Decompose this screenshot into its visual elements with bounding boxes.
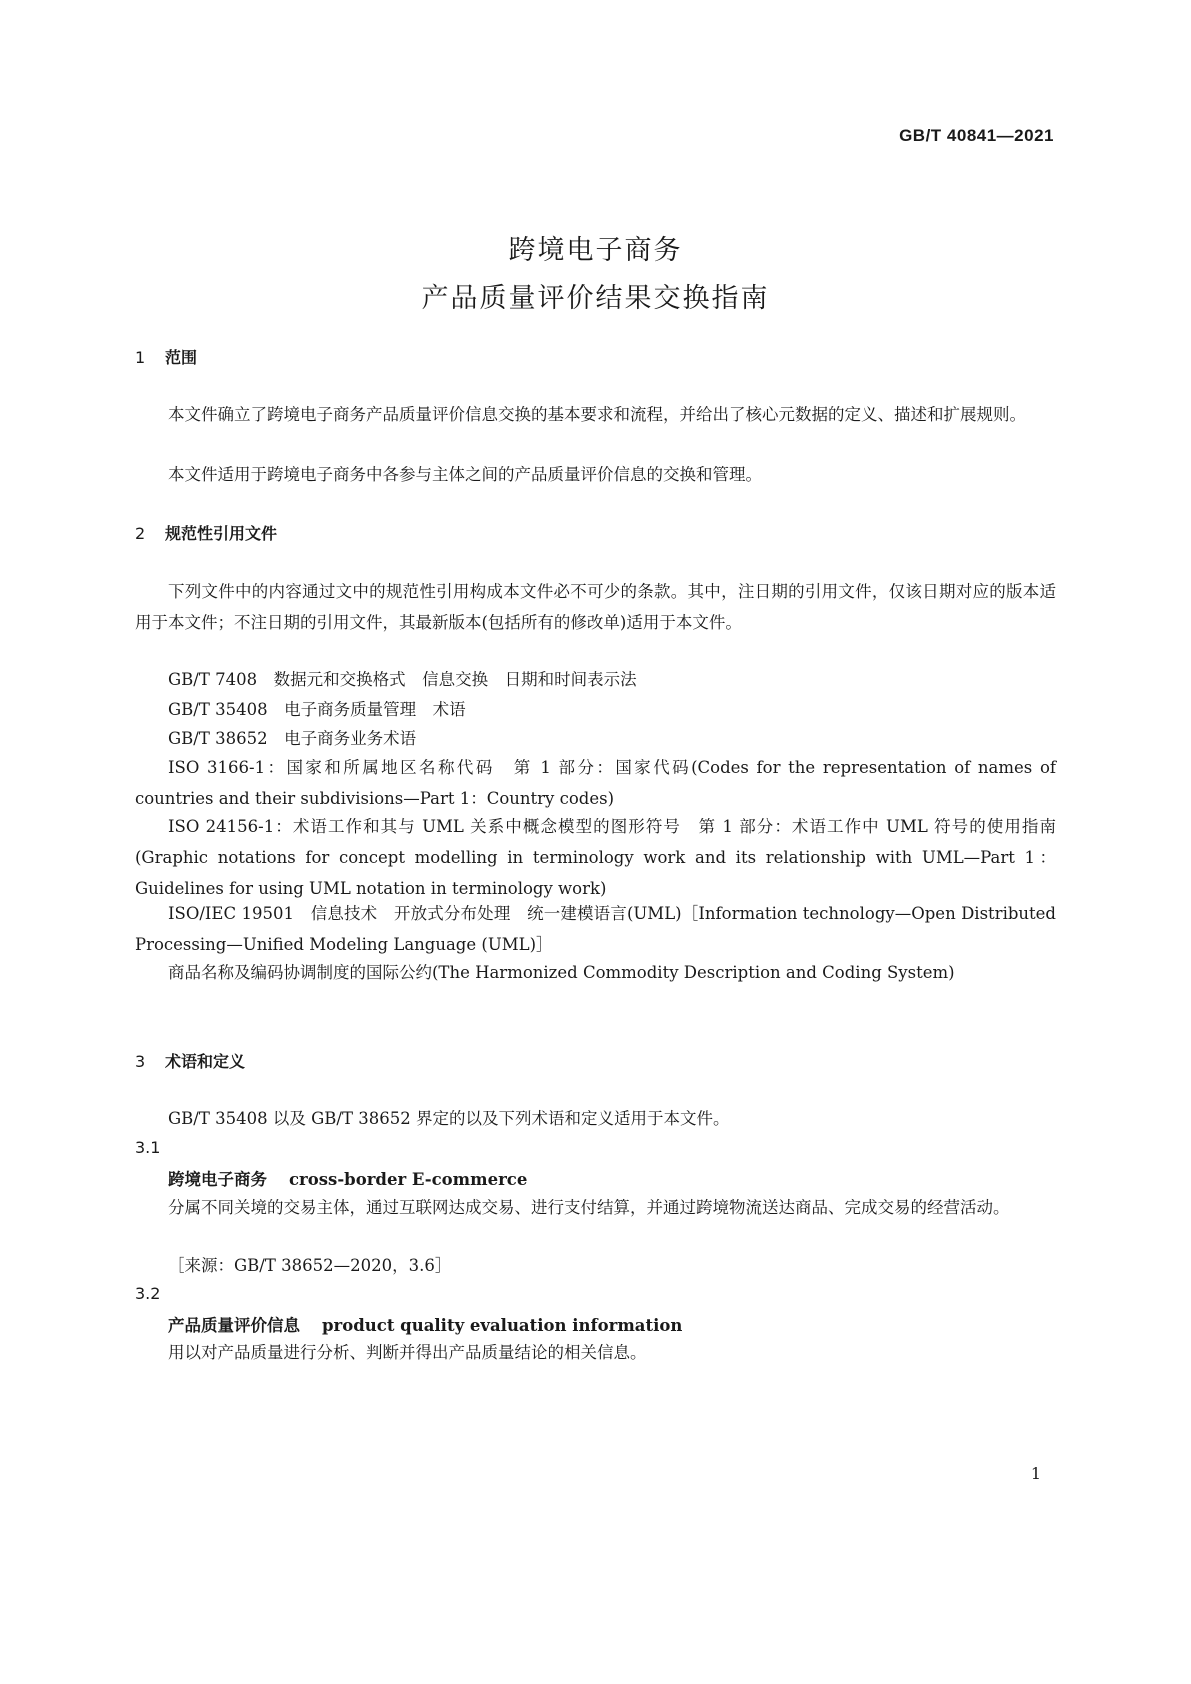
term-zh: 跨境电子商务 (168, 1170, 267, 1189)
document-title-line2: 产品质量评价结果交换指南 (421, 283, 770, 314)
section-3-heading (135, 1049, 245, 1072)
reference-item: GB/T 7408 数据元和交换格式 信息交换 日期和时间表示法 (168, 670, 637, 689)
term-zh: 产品质量评价信息 (168, 1316, 300, 1335)
section-2-intro: 下列文件中的内容通过文中的规范性引用构成本文件必不可少的条款。其中，注日期的引用文件，仅该日期对应的版本适用于本文件；不注日期的引用文件，其最新版本(包括所有的修改单)适用于本文件。 (135, 582, 1056, 632)
section-2-heading (135, 521, 277, 544)
section-number: 3 (135, 1052, 146, 1071)
page-number: 1 (1030, 1464, 1041, 1483)
section-1-paragraph-2: 本文件适用于跨境电子商务中各参与主体之间的产品质量评价信息的交换和管理。 (168, 465, 762, 484)
standard-number: GB/T 40841—2021 (899, 126, 1054, 145)
source-3-1: ［来源：GB/T 38652—2020，3.6］ (168, 1256, 452, 1275)
clause-number-3-1: 3.1 (135, 1138, 161, 1157)
term-en: cross-border E-commerce (289, 1170, 528, 1189)
reference-item: GB/T 38652 电子商务业务术语 (168, 729, 417, 748)
section-3-intro: GB/T 35408 以及 GB/T 38652 界定的以及下列术语和定义适用于本文件。 (168, 1109, 730, 1128)
definition-3-2: 用以对产品质量进行分析、判断并得出产品质量结论的相关信息。 (168, 1343, 647, 1362)
section-1-heading (135, 345, 197, 368)
term-3-1 (168, 1166, 527, 1190)
section-1-paragraph-1: 本文件确立了跨境电子商务产品质量评价信息交换的基本要求和流程，并给出了核心元数据的定义、描述和扩展规则。 (168, 405, 1026, 424)
section-title: 范围 (165, 348, 198, 367)
term-3-2 (168, 1312, 682, 1336)
term-en: product quality evaluation information (322, 1316, 683, 1335)
section-number: 2 (135, 524, 146, 543)
reference-item-hs-convention: 商品名称及编码协调制度的国际公约(The Harmonized Commodity Description and Coding System) (168, 963, 955, 982)
reference-item-iso3166: ISO 3166-1：国家和所属地区名称代码 第 1 部分：国家代码(Codes for the representation of names of countries and their subdivisions—Part 1：Country codes) (135, 758, 1056, 808)
clause-number-3-2: 3.2 (135, 1284, 161, 1303)
section-title: 规范性引用文件 (165, 524, 278, 543)
section-number: 1 (135, 348, 146, 367)
reference-item-iso24156: ISO 24156-1：术语工作和其与 UML 关系中概念模型的图形符号 第 1 部分：术语工作中 UML 符号的使用指南(Graphic notations for concept modelling in terminology work and its relationship with UML—Part 1：Guidelines for using UML notation in terminology work) (135, 817, 1056, 898)
document-title-line1: 跨境电子商务 (508, 235, 683, 266)
reference-item: GB/T 35408 电子商务质量管理 术语 (168, 700, 466, 719)
definition-3-1: 分属不同关境的交易主体，通过互联网达成交易、进行支付结算，并通过跨境物流送达商品、完成交易的经营活动。 (168, 1198, 1010, 1217)
reference-item-iso19501: ISO/IEC 19501 信息技术 开放式分布处理 统一建模语言(UML)［Information technology—Open Distributed Processing—Unified Modeling Language (UML)］ (135, 904, 1056, 954)
section-title: 术语和定义 (165, 1052, 246, 1071)
